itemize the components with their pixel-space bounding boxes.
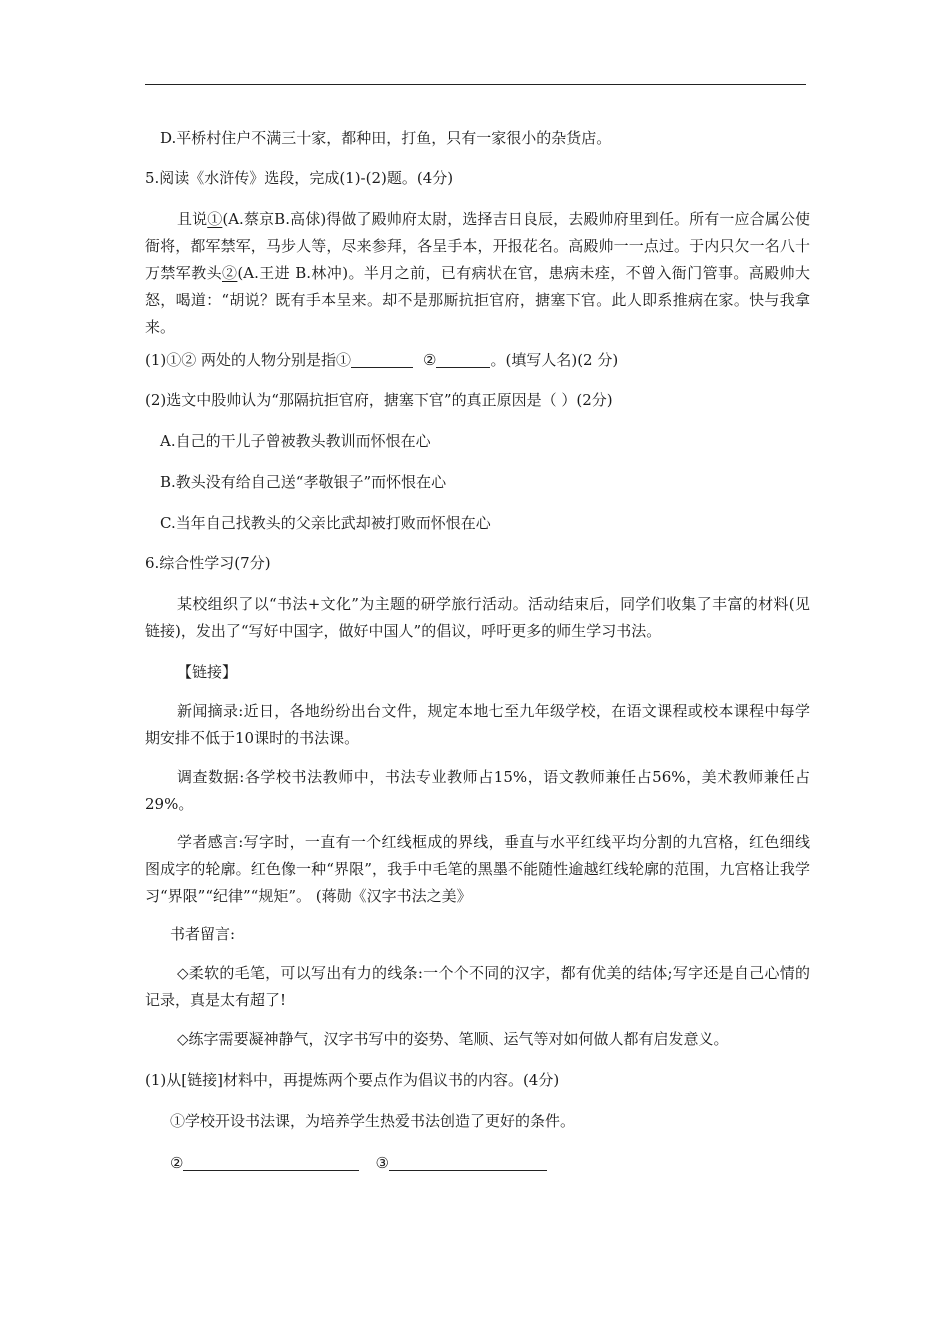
link-heading: 【链接】 [177,663,238,681]
q5-header: 5.阅读《水浒传》选段，完成(1)-(2)题。(4分) [145,169,454,187]
passage-blank-1: ① [207,210,223,228]
q5-option-c: C.当年自己找教头的父亲比武却被打败而怀恨在心 [160,514,491,532]
answer-blank-1[interactable] [351,351,413,368]
point-2-blank[interactable] [183,1154,359,1171]
writer-heading: 书者留言: [170,925,236,943]
q4-option-d: D.平桥村住户不满三十家，都种田，打鱼，只有一家很小的杂货店。 [160,129,612,147]
point-1: ①学校开设书法课，为培养学生热爱书法创造了更好的条件。 [170,1112,576,1130]
point-3-label: ③ [375,1154,389,1172]
q5-sub1-prefix: (1)①② 两处的人物分别是指① [145,351,352,369]
q5-sub1-suffix: 。(填写人名)(2 分) [490,351,619,369]
survey-data: 调查数据:各学校书法教师中，书法专业教师占15%，语文教师兼任占56%，美术教师兼任占29%。 [145,768,810,813]
q5-option-a: A.自己的干儿子曾被教头教训而怀恨在心 [160,432,431,450]
point-2-label: ② [170,1154,184,1172]
answer-blank-2[interactable] [436,351,490,368]
scholar-quote: 学者感言:写字时，一直有一个红线框成的界线，垂直与水平红线平均分割的九宫格，红色细线图成字的轮廓。红色像一种“界限”，我手中毛笔的黑墨不能随性逾越红线轮廓的范围，九宫格让我学习“界限”“纪律”“规矩”。 (蒋勋《汉字书法之美》 [145,833,810,905]
q5-sub1-mid: ② [423,351,437,369]
writer-message-1: ◇柔软的毛笔，可以写出有力的线条:一个个不同的汉字，都有优美的结体;写字还是自己心情的记录，真是太有超了! [145,964,810,1009]
q5-sub1 [145,350,618,370]
q6-header: 6.综合性学习(7分) [145,554,271,572]
passage-text-1: 且说 [177,210,208,228]
q5-option-b: B.教头没有给自己送“孝敬银子”而怀恨在心 [160,473,447,491]
answer-line-row [170,1153,547,1173]
passage-text-2: (A.蔡京B.高俅)得做了殿帅府太尉，选择吉日良辰，去殿帅府里到任。所有一应合属公使衙将，都军禁军，马步人等，尽来参拜，各呈手本，开报花名。高殿帅一一点过。于内只欠一名八十万禁军教头 [145,210,810,282]
q6-intro: 某校组织了以“书法+文化”为主题的研学旅行活动。活动结束后，同学们收集了丰富的材料(见链接)，发出了“写好中国字，做好中国人”的倡议，呼吁更多的师生学习书法。 [145,595,810,640]
header-rule [145,84,806,85]
writer-message-2: ◇练字需要凝神静气，汉字书写中的姿势、笔顺、运气等对如何做人都有启发意义。 [177,1030,729,1048]
point-3-blank[interactable] [389,1154,547,1171]
q5-sub2-question: (2)选文中股帅认为“那隔抗拒官府，搪塞下官”的真正原因是（ ）(2分) [145,391,613,409]
q5-passage [145,206,810,341]
news-excerpt: 新闻摘录:近日，各地纷纷出台文件，规定本地七至九年级学校，在语文课程或校本课程中每学期安排不低于10课时的书法课。 [145,702,810,747]
q6-sub1-question: (1)从[链接]材料中，再提炼两个要点作为倡议书的内容。(4分) [145,1071,560,1089]
passage-blank-2: ② [222,264,238,282]
passage-text-3: (A.王进 B.林冲)。半月之前，已有病状在官，患病未痊，不曾入衙门管事。高殿帅大怒，喝道：“胡说？既有手本呈来。却不是那厮抗拒官府，搪塞下官。此人即系推病在家。快与我拿来。 [145,264,810,336]
